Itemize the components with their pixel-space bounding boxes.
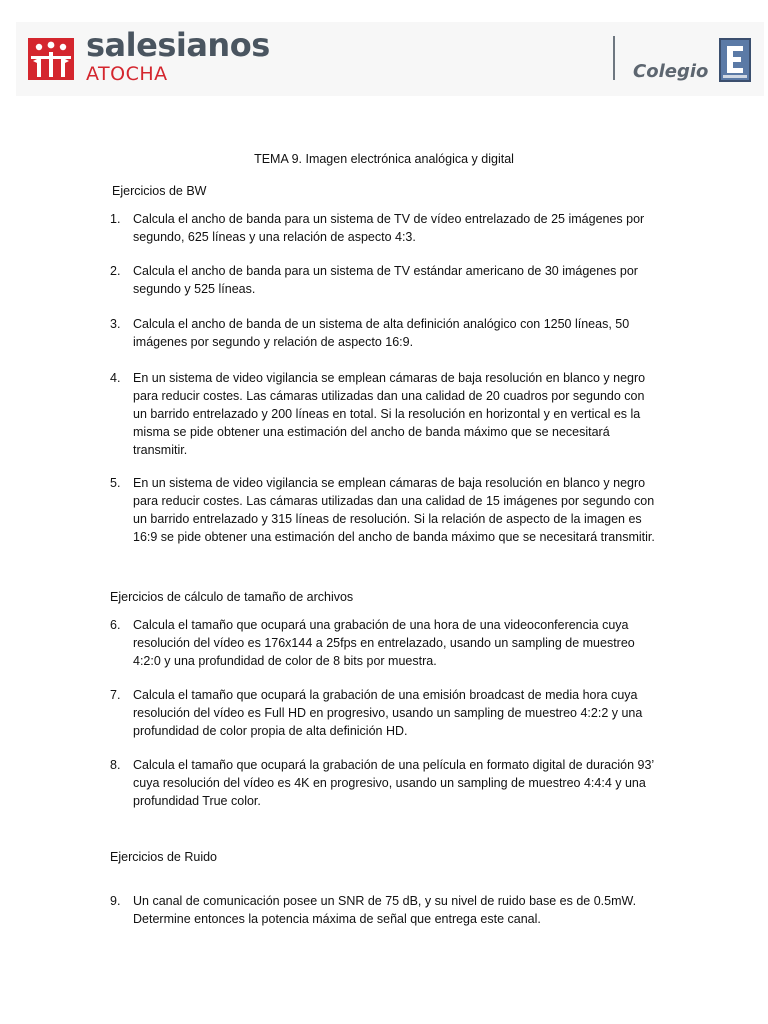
exercise-item — [110, 474, 660, 546]
exercise-text: En un sistema de video vigilancia se emplean cámaras de baja resolución en blanco y negro para reducir costes. Las cámaras utilizadas dan una calidad de 15 imágenes por segundo con un barrido entrelazado y 315 líneas de resolución. Si la relación de aspecto de la imagen es 16:9 se pide obtener una estimación del ancho de banda máximo que se necesitará transmitir. — [133, 476, 655, 544]
exercise-number: 8. — [110, 758, 121, 772]
exercise-item — [110, 686, 660, 740]
exercise-item — [110, 756, 660, 810]
exercise-item — [110, 315, 660, 351]
exercise-item — [110, 616, 660, 670]
section-heading-bw: Ejercicios de BW — [112, 184, 207, 198]
exercise-text: En un sistema de video vigilancia se emplean cámaras de baja resolución en blanco y negro para reducir costes. Las cámaras utilizadas dan una calidad de 20 cuadros por segundo con un barrido entrelazado y 200 líneas en total. Si la resolución en horizontal y en vertical es la misma se pide obtener una estimación del ancho de banda máximo que se necesitará transmitir. — [133, 371, 646, 457]
letterhead — [16, 22, 764, 96]
exercise-item — [110, 369, 660, 459]
school-seal-icon — [719, 38, 751, 82]
exercise-number: 7. — [110, 688, 121, 702]
brand-subtitle: ATOCHA — [86, 63, 168, 85]
exercise-text: Calcula el ancho de banda para un sistema de TV estándar americano de 30 imágenes por segundo y 525 líneas. — [133, 264, 638, 296]
exercise-number: 5. — [110, 476, 121, 490]
exercise-number: 6. — [110, 618, 121, 632]
salesianos-logo-icon — [28, 38, 74, 80]
exercise-item — [110, 262, 660, 298]
exercise-text: Calcula el tamaño que ocupará una grabación de una hora de una videoconferencia cuya resolución del vídeo es 176x144 a 25fps en entrelazado, usando un sampling de muestreo 4:2:0 y una profundidad de color de 8 bits por muestra. — [133, 618, 635, 668]
exercise-number: 2. — [110, 264, 121, 278]
section-heading-file-size: Ejercicios de cálculo de tamaño de archivos — [110, 590, 354, 604]
exercise-number: 4. — [110, 371, 121, 385]
exercise-number: 3. — [110, 317, 121, 331]
exercise-item — [110, 892, 660, 928]
exercise-number: 1. — [110, 212, 121, 226]
brand-name: salesianos — [86, 26, 270, 64]
header-divider — [613, 36, 615, 80]
document-title: TEMA 9. Imagen electrónica analógica y digital — [254, 152, 514, 166]
exercise-item — [110, 210, 660, 246]
exercise-text: Calcula el ancho de banda de un sistema de alta definición analógico con 1250 líneas, 50 imágenes por segundo y relación de aspecto 16:9. — [133, 317, 630, 349]
colegio-label: Colegio — [633, 61, 709, 82]
section-heading-noise: Ejercicios de Ruido — [110, 850, 217, 864]
exercise-text: Un canal de comunicación posee un SNR de 75 dB, y su nivel de ruido base es de 0.5mW. Determine entonces la potencia máxima de señal que entrega este canal. — [133, 894, 637, 926]
exercise-text: Calcula el tamaño que ocupará la grabación de una película en formato digital de duración 93’ cuya resolución del vídeo es 4K en progresivo, usando un sampling de muestreo 4:4:4 y una profundidad True color. — [133, 758, 654, 808]
exercise-text: Calcula el ancho de banda para un sistema de TV de vídeo entrelazado de 25 imágenes por segundo, 625 líneas y una relación de aspecto 4:3. — [133, 212, 645, 244]
exercise-text: Calcula el tamaño que ocupará la grabación de una emisión broadcast de media hora cuya resolución del vídeo es Full HD en progresivo, usando un sampling de muestreo 4:2:2 y una profundidad de color propia de alta definición HD. — [133, 688, 643, 738]
exercise-number: 9. — [110, 894, 121, 908]
